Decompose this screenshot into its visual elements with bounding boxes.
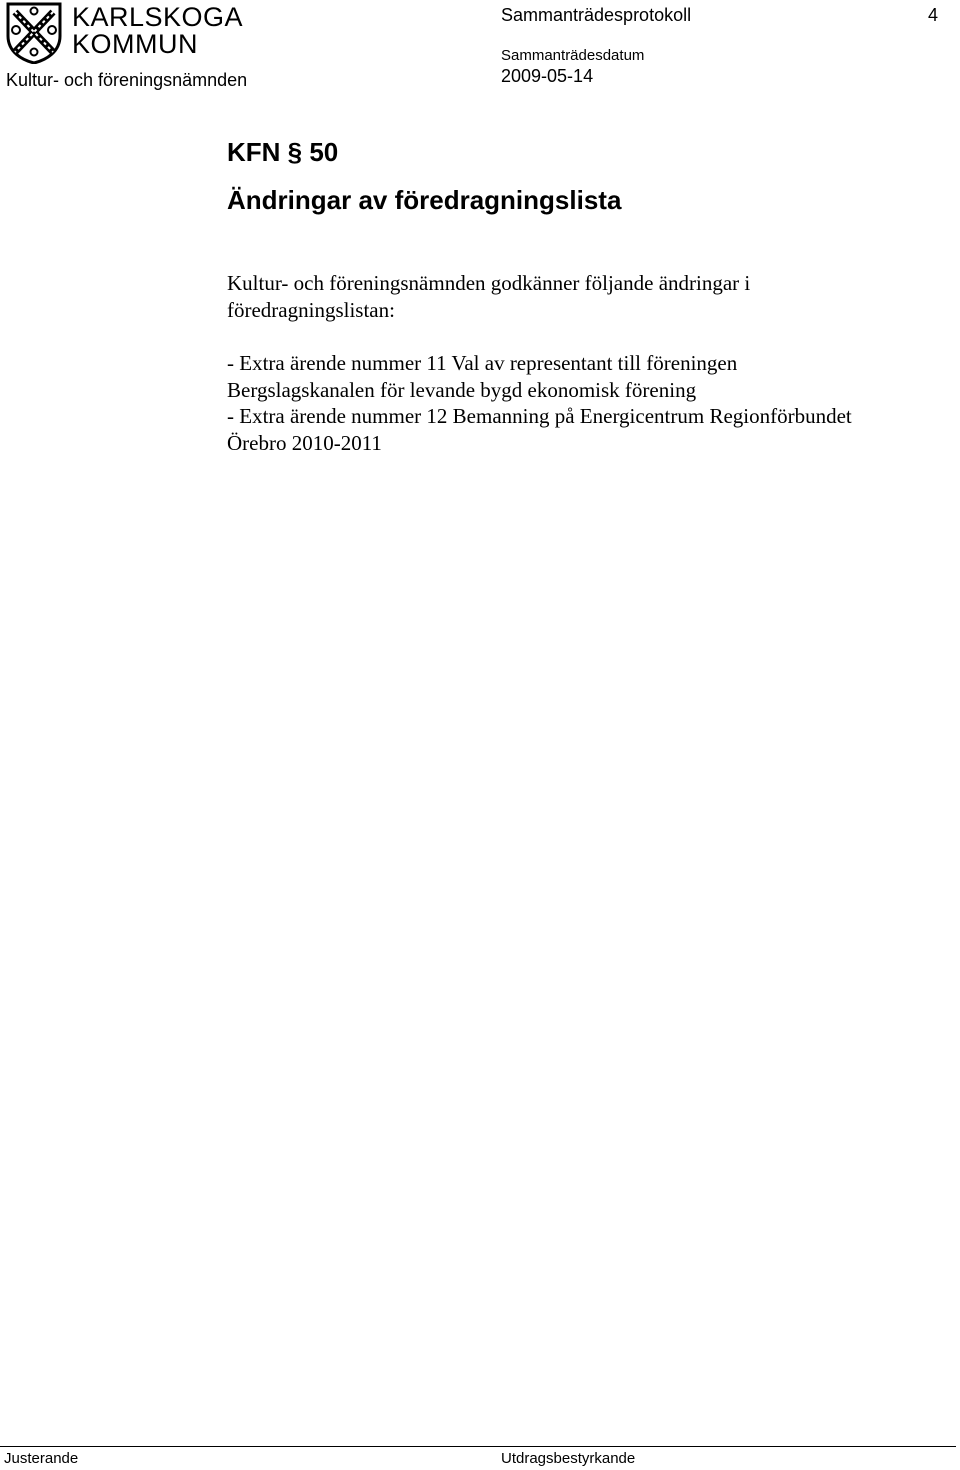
document-type: Sammanträdesprotokoll: [501, 5, 692, 25]
organization-name: Kultur- och föreningsnämnden: [6, 70, 248, 90]
list-item-line: - Extra ärende nummer 12 Bemanning på Energicentrum Regionförbundet: [227, 404, 852, 428]
meeting-date-label: Sammanträdesdatum: [501, 47, 645, 64]
list-item-line: Örebro 2010-2011: [227, 430, 382, 455]
page-number: 4: [928, 5, 939, 25]
section-number: KFN § 50: [227, 137, 339, 167]
logo-line-2: KOMMUN: [72, 29, 198, 59]
meeting-date-value: 2009-05-14: [501, 66, 594, 86]
logo-line-1: KARLSKOGA: [72, 2, 244, 32]
karlskoga-coat-of-arms-logo: [6, 2, 62, 64]
intro-line: Kultur- och föreningsnämnden godkänner följande ändringar i: [227, 271, 751, 295]
section-title: Ändringar av föredragningslista: [227, 185, 622, 215]
agenda-changes-list: [227, 350, 947, 456]
footer-divider: [0, 1446, 956, 1447]
list-item-line: Bergslagskanalen för levande bygd ekonomisk förening: [227, 377, 697, 402]
decision-intro: [227, 270, 947, 323]
footer-justerande-label: Justerande: [4, 1450, 79, 1467]
footer-utdragsbestyrkande-label: Utdragsbestyrkande: [501, 1450, 636, 1467]
list-item-line: - Extra ärende nummer 11 Val av representant till föreningen: [227, 351, 738, 375]
intro-line: föredragningslistan:: [227, 297, 395, 322]
logo-wordmark: [72, 4, 243, 58]
